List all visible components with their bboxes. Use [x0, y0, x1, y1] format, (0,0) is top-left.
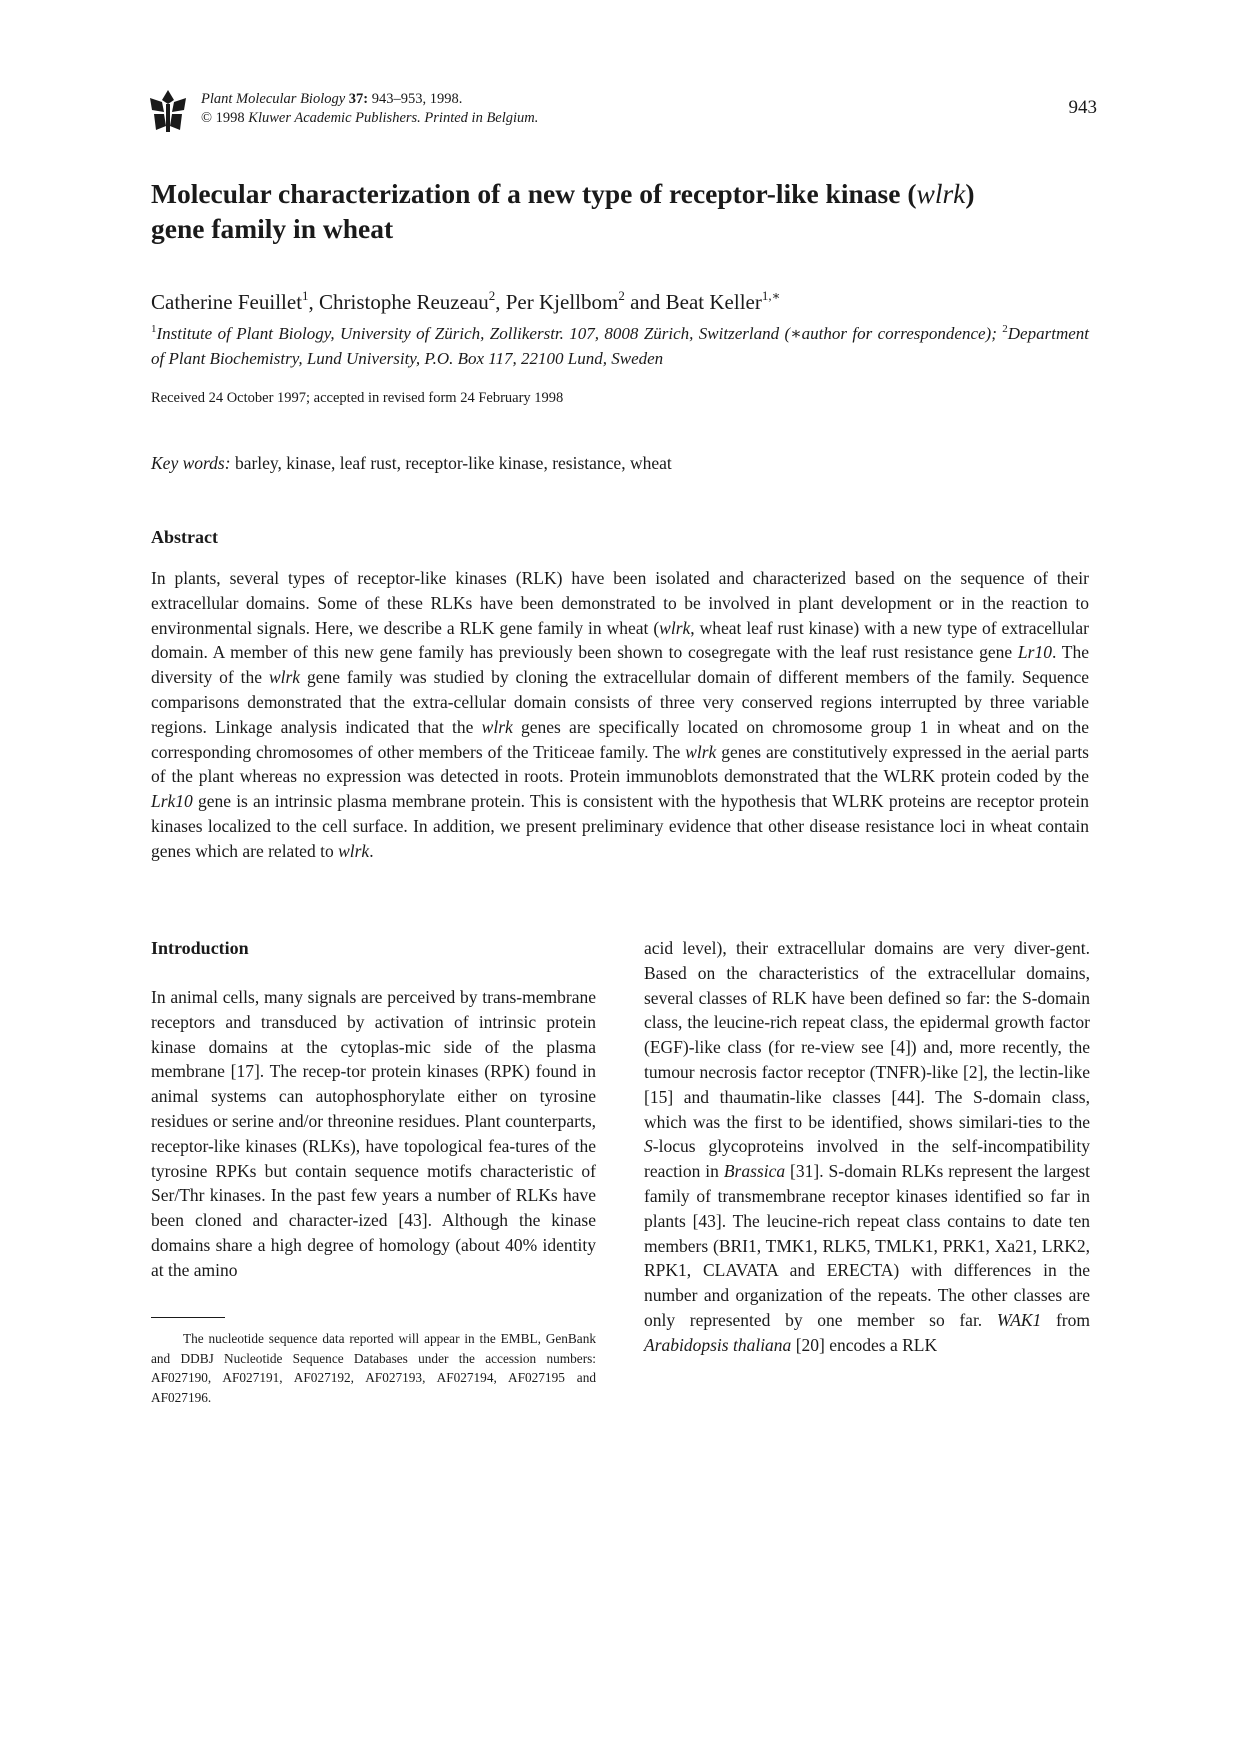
kluwer-logo-icon	[150, 90, 186, 132]
author-list: Catherine Feuillet$^1$, Christophe Reuzeau$^2$, Per Kjellbom$^2$ and Beat Keller$^{1,∗}$	[151, 288, 781, 314]
abstract-body: In plants, several types of receptor-like kinases (RLK) have been isolated and characterized based on the sequence of their extracellular domains. Some of these RLKs have been demonstrated to be involved in plant development or in the reaction to environmental signals. Here, we describe a RLK gene family in wheat (wlrk, wheat leaf rust kinase) with a new type of extracellular domain. A member of this new gene family has previously been shown to cosegregate with the leaf rust resistance gene Lr10. The diversity of the wlrk gene family was studied by cloning the extracellular domain of different members of the family. Sequence comparisons demonstrated that the extra-cellular domain consists of three very conserved regions interrupted by three variable regions. Linkage analysis indicated that the wlrk genes are specifically located on chromosome group 1 in wheat and on the corresponding chromosomes of other members of the Triticeae family. The wlrk genes are constitutively expressed in the aerial parts of the plant whereas no expression was detected in roots. Protein immunoblots demonstrated that the WLRK protein coded by the Lrk10 gene is an intrinsic plasma membrane protein. This is consistent with the hypothesis that WLRK proteins are receptor protein kinases localized to the cell surface. In addition, we present preliminary evidence that other disease resistance loci in wheat contain genes which are related to wlrk.	[151, 568, 1089, 861]
journal-citation: Plant Molecular Biology 37: 943–953, 1998. © 1998 Kluwer Academic Publishers. Printed in Belgium.	[201, 91, 539, 126]
affiliations: $^1$Institute of Plant Biology, University of Zürich, Zollikerstr. 107, 8008 Zürich, Switzerland (∗author for correspondence); $^2$Department of Plant Biochemistry, Lund University, P.O. Box 117, 22100 Lund, Sweden	[151, 323, 1089, 368]
introduction-column-right: acid level), their extracellular domains are very diver-gent. Based on the characteristics of the extracellular domains, several classes of RLK have been defined so far: the S-domain class, the leucine-rich repeat class, the epidermal growth factor (EGF)-like class (for re-view see [4]) and, more recently, the tumour necrosis factor receptor (TNFR)-like [2], the lectin-like [15] and thaumatin-like classes [44]. The S-domain class, which was the first to be identified, shows similari-ties to the S-locus glycoproteins involved in the self-incompatibility reaction in Brassica [31]. S-domain RLKs represent the largest family of transmembrane receptor kinases identified so far in plants [43]. The leucine-rich repeat class contains to date ten members (BRI1, TMK1, RLK5, TMLK1, PRK1, Xa21, LRK2, RPK1, CLAVATA and ERECTA) with differences in the number and organization of the repeats. The other classes are only represented by one member so far. WAK1 from Arabidopsis thaliana [20] encodes a RLK	[644, 938, 1091, 1355]
received-dates: Received 24 October 1997; accepted in revised form 24 February 1998	[151, 390, 564, 406]
keywords: Key words: barley, kinase, leaf rust, receptor-like kinase, resistance, wheat	[151, 453, 672, 473]
footnote-rule	[151, 1317, 225, 1318]
paper-title: Molecular characterization of a new type of receptor-like kinase (wlrk) gene family in wheat	[151, 178, 975, 244]
abstract-heading: Abstract	[151, 527, 218, 547]
introduction-heading: Introduction	[151, 938, 249, 958]
footnote: The nucleotide sequence data reported will appear in the EMBL, GenBank and DDBJ Nucleotide Sequence Databases under the accession numbers: AF027190, AF027191, AF027192, AF027193, AF027194, AF027195 and AF027196.	[151, 1331, 596, 1405]
page-number: 943	[1068, 97, 1097, 118]
introduction-column-left: In animal cells, many signals are perceived by trans-membrane receptors and transduced by activation of intrinsic protein kinase domains at the cytoplas-mic side of the plasma membrane [17]. The recep-tor protein kinases (RPK) found in animal systems can autophosphorylate either on tyrosine residues or serine and/or threonine residues. Plant counterparts, receptor-like kinases (RLKs), have topological fea-tures of the tyrosine RPKs but contain sequence motifs characteristic of Ser/Thr kinases. In the past few years a number of RLKs have been cloned and character-ized [43]. Although the kinase domains share a high degree of homology (about 40% identity at the amino	[151, 987, 596, 1280]
